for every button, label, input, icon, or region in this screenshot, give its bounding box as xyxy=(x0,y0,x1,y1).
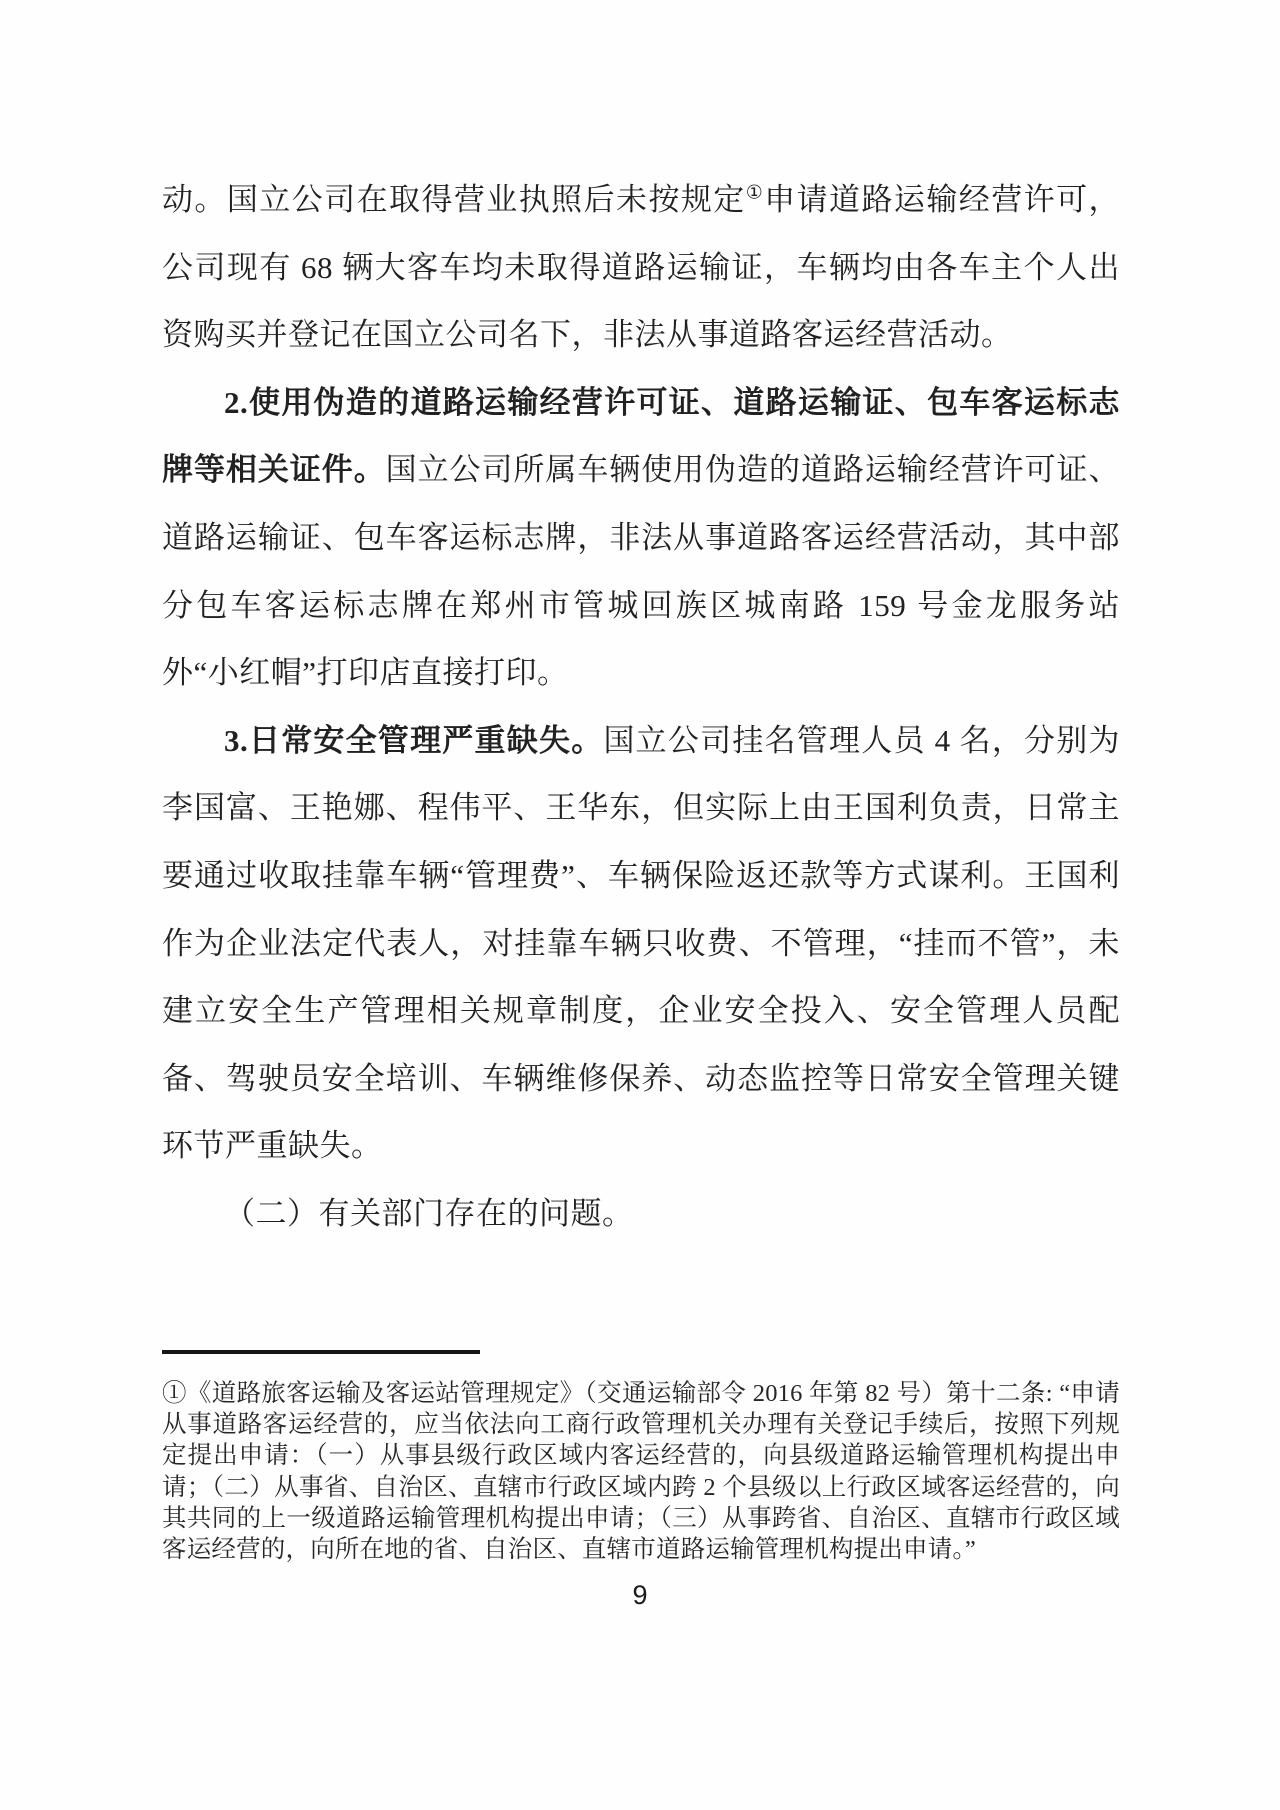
bold-lead-in: 3.日常安全管理严重缺失。 xyxy=(224,722,604,758)
paragraph-subsection-heading xyxy=(162,1180,1120,1248)
footnote-reference-mark: ① xyxy=(745,182,765,204)
footnote-separator xyxy=(162,1350,480,1354)
paragraph-continuation xyxy=(162,166,1120,369)
paragraph-item-2 xyxy=(162,369,1120,707)
bold-lead-in: 2.使用伪造的道路运输经营许可证、道路运输证、包车客运标志牌等相关证件。 xyxy=(162,384,1120,488)
body-text-run: 国立公司挂名管理人员 4 名，分别为李国富、王艳娜、程伟平、王华东，但实际上由王国利负责，日常主要通过收取挂靠车辆“管理费”、车辆保险返还款等方式谋利。王国利作为企业法定代表人，对挂靠车辆只收费、不管理，“挂而不管”，未建立安全生产管理相关规章制度，企业安全投入、安全管理人员配备、驾驶员安全培训、车辆维修保养、动态监控等日常安全管理关键环节严重缺失。 xyxy=(162,722,1121,1164)
subsection-heading-text: （二）有关部门存在的问题。 xyxy=(224,1195,634,1231)
document-body xyxy=(162,166,1120,1248)
footnote-marker: ① xyxy=(162,1380,187,1407)
paragraph-item-3 xyxy=(162,707,1120,1180)
body-text-run: 申请道路运输经营许可，公司现有 68 辆大客车均未取得道路运输证，车辆均由各车主个人出资购买并登记在国立公司名下，非法从事道路客运经营活动。 xyxy=(162,182,1120,353)
page-number: 9 xyxy=(632,1580,648,1610)
body-text-run: 动。国立公司在取得营业执照后未按规定 xyxy=(162,182,746,217)
footnote-area xyxy=(162,1350,1120,1565)
body-text-run: 国立公司所属车辆使用伪造的道路运输经营许可证、道路运输证、包车客运标志牌，非法从事道路客运经营活动，其中部分包车客运标志牌在郑州市管城回族区城南路 159 号金龙服务站外“小红帽”打印店直接打印。 xyxy=(162,452,1121,691)
footnote xyxy=(162,1378,1120,1565)
footnote-body-text: 《道路旅客运输及客运站管理规定》（交通运输部令 2016 年第 82 号）第十二条: “申请从事道路客运经营的，应当依法向工商行政管理机关办理有关登记手续后，按照下列规定提出申请：（一）从事县级行政区域内客运经营的，向县级道路运输管理机构提出申请；（二）从事省、自治区、直辖市行政区域内跨 2 个县级以上行政区域客运经营的，向其共同的上一级道路运输管理机构提出申请；（三）从事跨省、自治区、直辖市行政区域客运经营的，向所在地的省、自治区、直辖市道路运输管理机构提出申请。” xyxy=(162,1380,1120,1564)
